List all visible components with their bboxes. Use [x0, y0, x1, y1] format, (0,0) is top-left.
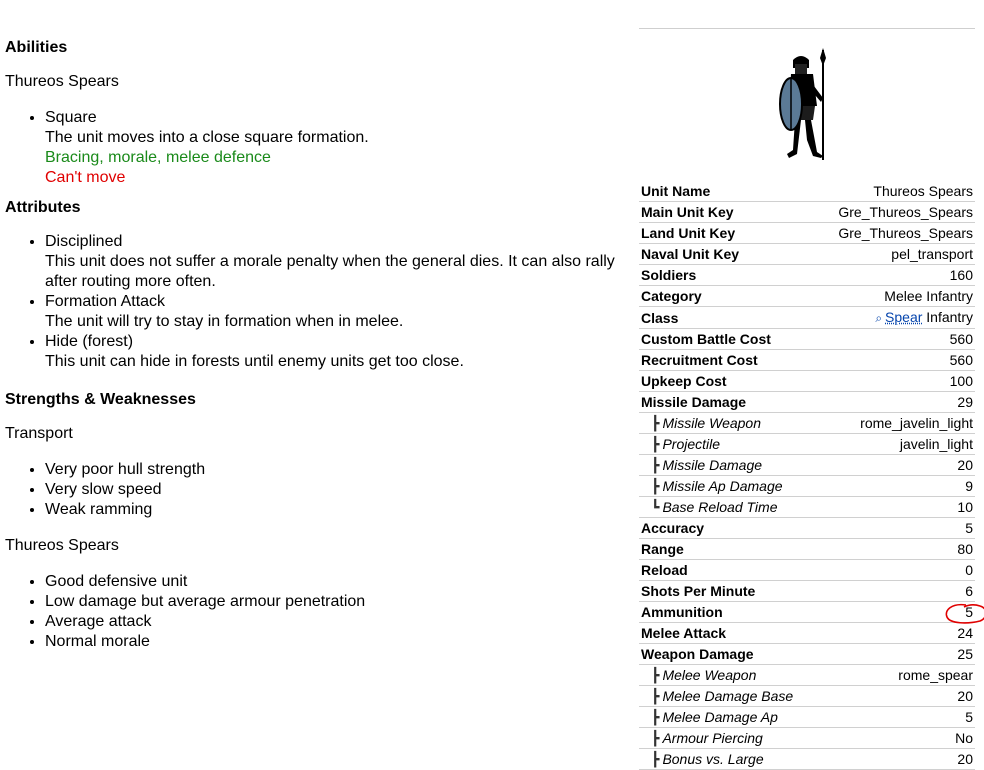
stats-row: [639, 581, 975, 602]
attribute-name: Disciplined: [45, 233, 123, 250]
stat-value-text: 5: [965, 709, 973, 725]
stat-label-text: Missile Damage: [641, 394, 747, 410]
strengths-group-name: Transport: [5, 425, 73, 442]
stat-value: [817, 728, 975, 749]
stat-value-text: 25: [957, 646, 973, 662]
stat-label: [639, 392, 817, 413]
stat-value: [817, 202, 975, 223]
stat-label-text: Category: [641, 288, 702, 304]
stat-value: [817, 686, 975, 707]
stat-value: [817, 307, 975, 329]
stat-value-text: Gre_Thureos_Spears: [838, 204, 973, 220]
unit-info-column: [5, 36, 625, 652]
strengths-list: [5, 572, 625, 652]
stat-label-text: Class: [641, 309, 679, 326]
stat-value-text: Gre_Thureos_Spears: [838, 225, 973, 241]
stat-value: [817, 350, 975, 371]
stat-value-text: 100: [949, 373, 973, 389]
stat-label-text: Main Unit Key: [641, 204, 734, 220]
stat-label: [639, 244, 817, 265]
strengths-list: [5, 460, 625, 520]
stat-label: [639, 749, 817, 770]
attribute-item: [45, 232, 625, 292]
stats-row: [639, 223, 975, 244]
stat-label: [639, 413, 817, 434]
tree-branch-icon: ┣: [651, 751, 660, 767]
attribute-name: Formation Attack: [45, 293, 166, 310]
stat-label: [639, 371, 817, 392]
stat-value-text: Thureos Spears: [873, 183, 973, 199]
strength-item: • Average attack: [45, 612, 625, 632]
stat-value: [817, 329, 975, 350]
tree-branch-icon: ┣: [651, 667, 660, 683]
tree-branch-icon: ┣: [651, 709, 660, 725]
stat-label: [639, 434, 817, 455]
stats-row: [639, 434, 975, 455]
stats-row: [639, 286, 975, 307]
stats-row: [639, 518, 975, 539]
stats-row: [639, 476, 975, 497]
stat-value-text: 10: [957, 499, 973, 515]
stat-label-text: Reload: [641, 562, 688, 578]
stats-row: [639, 707, 975, 728]
strength-item: • Low damage but average armour penetration: [45, 592, 625, 612]
stat-value: [817, 434, 975, 455]
strength-item: • Normal morale: [45, 632, 625, 652]
unit-stats-table: [639, 181, 975, 770]
abilities-heading: Abilities: [5, 39, 68, 56]
stat-label-text: Upkeep Cost: [641, 373, 727, 389]
stat-value-text: 80: [957, 541, 973, 557]
stat-label-text: Range: [641, 541, 684, 557]
stat-label: [639, 350, 817, 371]
tree-branch-icon: ┣: [651, 457, 660, 473]
tree-branch-icon: ┣: [651, 730, 660, 746]
stat-value: [817, 244, 975, 265]
stat-label-text: Melee Damage Base: [662, 688, 794, 704]
stats-row: [639, 329, 975, 350]
stat-label-text: Ammunition: [641, 604, 723, 620]
stat-label: [639, 560, 817, 581]
stats-row: [639, 455, 975, 476]
abilities-list: [5, 108, 625, 188]
stat-value: [817, 476, 975, 497]
stats-row: [639, 665, 975, 686]
tree-branch-icon: ┗: [651, 499, 660, 515]
stat-value: [817, 665, 975, 686]
stat-value: [817, 181, 975, 202]
attribute-description: The unit will try to stay in formation when in melee.: [45, 313, 404, 330]
stat-value-text: 20: [957, 751, 973, 767]
stat-value-text: 6: [965, 583, 973, 599]
stats-row: [639, 371, 975, 392]
stat-value: [817, 413, 975, 434]
stats-row: [639, 202, 975, 223]
stat-value: [817, 707, 975, 728]
strength-item: • Good defensive unit: [45, 572, 625, 592]
stat-value-text: 560: [949, 352, 973, 368]
stat-value-text: 5: [965, 604, 973, 620]
stat-value-text: 560: [949, 331, 973, 347]
strengths-group-name: Thureos Spears: [5, 537, 119, 554]
stats-row: [639, 728, 975, 749]
stat-label: [639, 644, 817, 665]
stat-label-text: Land Unit Key: [641, 225, 736, 241]
stats-row: [639, 686, 975, 707]
stat-value-text: Melee Infantry: [884, 288, 973, 304]
tree-branch-icon: ┣: [651, 688, 660, 704]
attribute-description: This unit does not suffer a morale penalty when the general dies. It can also rally after routing more often.: [45, 253, 615, 290]
stat-label-text: Recruitment Cost: [641, 352, 758, 368]
stat-label-text: Base Reload Time: [662, 499, 778, 515]
stat-value-text: No: [955, 730, 973, 746]
ability-name: Square: [45, 109, 97, 126]
attribute-description: This unit can hide in forests until enemy units get too close.: [45, 353, 464, 370]
stats-row: [639, 181, 975, 202]
stat-value-text: Infantry: [926, 309, 973, 325]
stat-value-text: rome_javelin_light: [860, 415, 973, 431]
stat-value: [817, 455, 975, 476]
stats-row: [639, 497, 975, 518]
stat-value-text: javelin_light: [899, 436, 973, 452]
attributes-heading: Attributes: [5, 199, 81, 216]
ability-negative-effects: Can't move: [45, 169, 126, 186]
hoplite-spearman-icon: [777, 46, 833, 162]
stat-value-text: 160: [949, 267, 973, 283]
tree-branch-icon: ┣: [651, 478, 660, 494]
stat-value-text: 5: [965, 520, 973, 536]
stat-label-text: Accuracy: [641, 520, 705, 536]
stat-label-text: Unit Name: [641, 183, 711, 199]
stat-value: [817, 223, 975, 244]
stats-row: [639, 392, 975, 413]
stat-value: [817, 644, 975, 665]
stats-row: [639, 244, 975, 265]
stat-label-text: Armour Piercing: [662, 730, 763, 746]
attribute-item: [45, 292, 625, 332]
stat-label: [639, 265, 817, 286]
stat-value: [817, 539, 975, 560]
strength-item: • Weak ramming: [45, 500, 625, 520]
stat-value: [817, 581, 975, 602]
stat-label: [639, 223, 817, 244]
stat-label: [639, 581, 817, 602]
attribute-item: [45, 332, 625, 372]
strengths-weaknesses-heading: Strengths & Weaknesses: [5, 391, 196, 408]
stat-label: [639, 455, 817, 476]
stats-row: [639, 602, 975, 623]
stat-value: [817, 602, 975, 623]
stat-label-text: Shots Per Minute: [641, 583, 756, 599]
attributes-list: [5, 232, 625, 372]
strength-item: • Very slow speed: [45, 480, 625, 500]
strength-item: • Very poor hull strength: [45, 460, 625, 480]
stat-label-text: Bonus vs. Large: [662, 751, 764, 767]
stat-value-text: 9: [965, 478, 973, 494]
stat-label-text: Missile Ap Damage: [662, 478, 783, 494]
stat-label-text: Melee Damage Ap: [662, 709, 778, 725]
stat-value: [817, 623, 975, 644]
stat-label: [639, 307, 817, 329]
stat-label: [639, 181, 817, 202]
stats-row: [639, 265, 975, 286]
stats-row: [639, 413, 975, 434]
stat-label-text: Naval Unit Key: [641, 246, 740, 262]
stat-value: [817, 286, 975, 307]
infobox-top-divider: [639, 28, 975, 29]
stats-row: [639, 560, 975, 581]
stat-label-text: Projectile: [662, 436, 721, 452]
stat-value: [817, 518, 975, 539]
stat-label-text: Melee Weapon: [662, 667, 757, 683]
class-link[interactable]: Spear: [885, 309, 923, 325]
stat-label-text: Custom Battle Cost: [641, 331, 771, 347]
stat-label: [639, 476, 817, 497]
tree-branch-icon: ┣: [651, 436, 660, 452]
stat-label-text: Soldiers: [641, 267, 697, 283]
stat-value: [817, 265, 975, 286]
ability-description: The unit moves into a close square formation.: [45, 129, 369, 146]
stat-value-text: 24: [957, 625, 973, 641]
stat-label: [639, 686, 817, 707]
ability-item: [45, 108, 625, 188]
stat-value: [817, 749, 975, 770]
stat-label: [639, 539, 817, 560]
tree-branch-icon: ┣: [651, 415, 660, 431]
stat-value-text: rome_spear: [898, 667, 973, 683]
stat-label-text: Missile Damage: [662, 457, 763, 473]
stats-row: [639, 749, 975, 770]
stat-label: [639, 518, 817, 539]
stats-row: [639, 350, 975, 371]
ability-positive-effects: Bracing, morale, melee defence: [45, 149, 271, 166]
stat-label-text: Melee Attack: [641, 625, 727, 641]
stat-value-text: 0: [965, 562, 973, 578]
stat-label: [639, 623, 817, 644]
stat-label: [639, 665, 817, 686]
stat-value-text: 20: [957, 688, 973, 704]
stat-label: [639, 202, 817, 223]
stats-row: [639, 307, 975, 329]
abilities-group-name: Thureos Spears: [5, 73, 119, 90]
stat-value-text: pel_transport: [891, 246, 973, 262]
stat-label-text: Missile Weapon: [662, 415, 761, 431]
stat-label: [639, 728, 817, 749]
stat-value: [817, 392, 975, 413]
stat-value-text: 20: [957, 457, 973, 473]
stat-value-text: 29: [957, 394, 973, 410]
stat-label: [639, 286, 817, 307]
stat-label: [639, 602, 817, 623]
stat-label: [639, 329, 817, 350]
stat-label: [639, 497, 817, 518]
stats-row: [639, 644, 975, 665]
stat-value: [817, 560, 975, 581]
attribute-name: Hide (forest): [45, 333, 134, 350]
stat-label-text: Weapon Damage: [641, 646, 754, 662]
stat-label: [639, 707, 817, 728]
stats-row: [639, 539, 975, 560]
magnifier-icon: ⌕: [875, 311, 883, 325]
stat-value: [817, 497, 975, 518]
stats-row: [639, 623, 975, 644]
stat-value: [817, 371, 975, 392]
